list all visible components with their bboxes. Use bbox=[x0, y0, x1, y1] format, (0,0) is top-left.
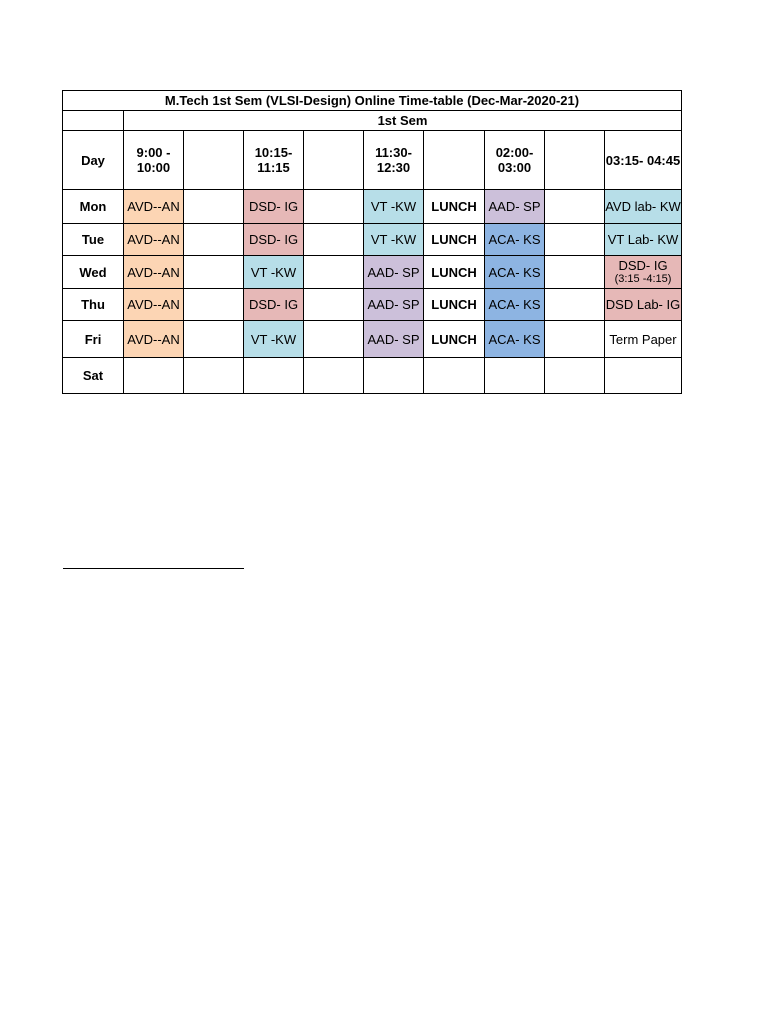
class-cell: AVD--AN bbox=[124, 289, 184, 321]
timetable-title: M.Tech 1st Sem (VLSI-Design) Online Time-table (Dec-Mar-2020-21) bbox=[63, 91, 682, 111]
empty-cell bbox=[304, 321, 364, 358]
header-slot-9: 03:15- 04:45 bbox=[605, 131, 682, 190]
class-cell: DSD- IG bbox=[244, 289, 304, 321]
class-cell: VT -KW bbox=[364, 224, 424, 256]
header-slot-3: 10:15- 11:15 bbox=[244, 131, 304, 190]
class-cell: AAD- SP bbox=[364, 289, 424, 321]
class-cell: AVD--AN bbox=[124, 256, 184, 289]
empty-cell bbox=[304, 224, 364, 256]
table-row bbox=[63, 256, 682, 289]
empty-cell bbox=[184, 256, 244, 289]
table-row bbox=[63, 224, 682, 256]
class-cell: AAD- SP bbox=[364, 321, 424, 358]
class-cell: ACA- KS bbox=[485, 256, 545, 289]
header-day: Day bbox=[63, 131, 124, 190]
class-cell: AVD lab- KW bbox=[605, 190, 682, 224]
class-cell bbox=[605, 256, 682, 289]
empty-cell bbox=[304, 358, 364, 394]
header-slot-6 bbox=[424, 131, 485, 190]
empty-cell bbox=[304, 190, 364, 224]
empty-cell bbox=[304, 289, 364, 321]
empty-cell bbox=[545, 321, 605, 358]
timetable bbox=[62, 90, 682, 394]
header-slot-2 bbox=[184, 131, 244, 190]
empty-cell bbox=[184, 289, 244, 321]
empty-cell bbox=[545, 358, 605, 394]
class-cell: VT Lab- KW bbox=[605, 224, 682, 256]
empty-cell bbox=[184, 224, 244, 256]
lunch-cell: LUNCH bbox=[424, 321, 485, 358]
header-slot-7: 02:00- 03:00 bbox=[485, 131, 545, 190]
table-row bbox=[63, 190, 682, 224]
class-cell: ACA- KS bbox=[485, 321, 545, 358]
day-cell: Mon bbox=[63, 190, 124, 224]
table-row bbox=[63, 289, 682, 321]
empty-cell bbox=[485, 358, 545, 394]
lunch-cell: LUNCH bbox=[424, 289, 485, 321]
class-cell: VT -KW bbox=[244, 321, 304, 358]
class-cell: AVD--AN bbox=[124, 190, 184, 224]
class-cell: DSD- IG bbox=[244, 224, 304, 256]
empty-cell bbox=[304, 256, 364, 289]
lunch-cell: LUNCH bbox=[424, 256, 485, 289]
blank-cell bbox=[63, 111, 124, 131]
lunch-cell: LUNCH bbox=[424, 224, 485, 256]
class-cell: VT -KW bbox=[364, 190, 424, 224]
empty-cell bbox=[184, 321, 244, 358]
class-cell: AAD- SP bbox=[485, 190, 545, 224]
empty-cell bbox=[124, 358, 184, 394]
semester-label: 1st Sem bbox=[124, 111, 682, 131]
class-cell: VT -KW bbox=[244, 256, 304, 289]
lunch-cell: LUNCH bbox=[424, 190, 485, 224]
day-cell: Tue bbox=[63, 224, 124, 256]
class-cell-label: DSD- IG bbox=[618, 258, 668, 273]
empty-cell bbox=[244, 358, 304, 394]
class-cell: AVD--AN bbox=[124, 224, 184, 256]
class-cell: AAD- SP bbox=[364, 256, 424, 289]
empty-cell bbox=[545, 190, 605, 224]
table-row bbox=[63, 321, 682, 358]
empty-cell bbox=[605, 358, 682, 394]
day-cell: Sat bbox=[63, 358, 124, 394]
header-slot-1: 9:00 - 10:00 bbox=[124, 131, 184, 190]
header-slot-8 bbox=[545, 131, 605, 190]
class-cell: ACA- KS bbox=[485, 224, 545, 256]
class-cell: DSD- IG bbox=[244, 190, 304, 224]
day-cell: Thu bbox=[63, 289, 124, 321]
empty-cell bbox=[545, 256, 605, 289]
day-cell: Wed bbox=[63, 256, 124, 289]
header-slot-4 bbox=[304, 131, 364, 190]
horizontal-rule bbox=[63, 568, 244, 569]
class-cell: ACA- KS bbox=[485, 289, 545, 321]
empty-cell bbox=[545, 289, 605, 321]
header-slot-5: 11:30- 12:30 bbox=[364, 131, 424, 190]
table-row bbox=[63, 358, 682, 394]
class-cell: Term Paper bbox=[605, 321, 682, 358]
empty-cell bbox=[364, 358, 424, 394]
empty-cell bbox=[424, 358, 485, 394]
class-cell: AVD--AN bbox=[124, 321, 184, 358]
empty-cell bbox=[545, 224, 605, 256]
class-cell-time-note: (3:15 -4:15) bbox=[614, 273, 672, 285]
class-cell: DSD Lab- IG bbox=[605, 289, 682, 321]
empty-cell bbox=[184, 358, 244, 394]
empty-cell bbox=[184, 190, 244, 224]
day-cell: Fri bbox=[63, 321, 124, 358]
